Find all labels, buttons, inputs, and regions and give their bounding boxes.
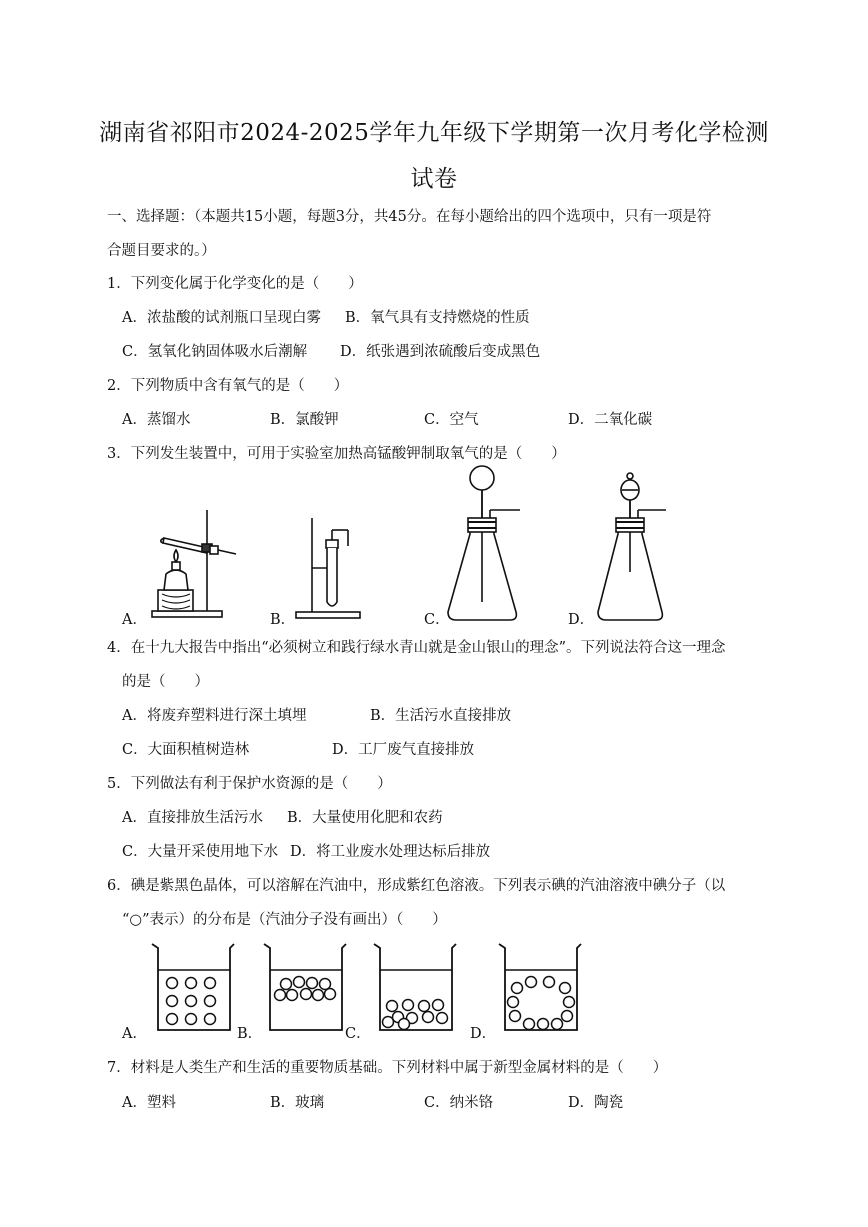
- question-3-option-d: D．: [568, 612, 595, 628]
- question-2-option-d: D．二氧化碳: [568, 412, 653, 428]
- question-6-option-b: B．: [237, 1026, 263, 1042]
- question-2-option-a: A．蒸馏水: [122, 412, 191, 428]
- question-3-option-b: B．: [270, 612, 296, 628]
- question-4-option-d: D．工厂废气直接排放: [332, 742, 475, 758]
- question-1-option-d: D．纸张遇到浓硫酸后变成黑色: [340, 344, 541, 360]
- question-7-stem: 7．材料是人类生产和生活的重要物质基础。下列材料中属于新型金属材料的是（ ）: [107, 1060, 668, 1076]
- question-1-stem: 1．下列变化属于化学变化的是（ ）: [107, 276, 363, 292]
- beaker-d-figure: [497, 940, 583, 1036]
- exam-title-line-2: 试卷: [410, 166, 458, 192]
- question-3-option-c: C．: [424, 612, 450, 628]
- beaker-b-figure: [262, 940, 348, 1036]
- question-4-option-c: C．大面积植树造林: [122, 742, 250, 758]
- question-4-stem-line-1: 4．在十九大报告中指出“必须树立和践行绿水青山就是金山银山的理念”。下列说法符合这一理念: [107, 640, 726, 656]
- question-1-option-b: B．氧气具有支持燃烧的性质: [345, 310, 530, 326]
- question-6-option-c: C．: [345, 1026, 371, 1042]
- question-6-stem-line-2: “○”表示）的分布是（汽油分子没有画出）（ ）: [122, 912, 447, 928]
- apparatus-d-figure: [594, 468, 684, 622]
- question-5-stem: 5．下列做法有利于保护水资源的是（ ）: [107, 776, 392, 792]
- question-5-option-b: B．大量使用化肥和农药: [287, 810, 443, 826]
- question-2-option-c: C．空气: [424, 412, 479, 428]
- question-2-option-b: B．氯酸钾: [270, 412, 339, 428]
- section-heading-line-2: 合题目要求的。）: [107, 243, 216, 259]
- question-4-option-a: A．将废弃塑料进行深土填埋: [122, 708, 307, 724]
- question-7-option-b: B．玻璃: [270, 1095, 325, 1111]
- question-6-option-a: A．: [122, 1026, 147, 1042]
- question-7-option-a: A．塑料: [122, 1095, 176, 1111]
- question-5-option-a: A．直接排放生活污水: [122, 810, 263, 826]
- apparatus-a-figure: [150, 508, 240, 620]
- question-6-option-d: D．: [470, 1026, 497, 1042]
- question-6-stem-line-1: 6．碘是紫黑色晶体，可以溶解在汽油中，形成紫红色溶液。下列表示碘的汽油溶液中碘分子（以: [107, 878, 726, 894]
- question-3-stem: 3．下列发生装置中，可用于实验室加热高锰酸钾制取氧气的是（ ）: [107, 446, 566, 462]
- question-5-option-c: C．大量开采使用地下水: [122, 844, 279, 860]
- beaker-c-figure: [372, 940, 458, 1036]
- question-7-option-d: D．陶瓷: [568, 1095, 624, 1111]
- exam-title-line-1: 湖南省祁阳市2024-2025学年九年级下学期第一次月考化学检测: [99, 120, 769, 146]
- question-2-stem: 2．下列物质中含有氧气的是（ ）: [107, 378, 349, 394]
- question-4-stem-line-2: 的是（ ）: [122, 674, 209, 690]
- apparatus-c-figure: [444, 462, 534, 622]
- question-3-option-a: A．: [122, 612, 147, 628]
- beaker-a-figure: [150, 940, 236, 1036]
- question-1-option-c: C．氢氧化钠固体吸水后潮解: [122, 344, 308, 360]
- section-heading-line-1: 一、选择题：（本题共15小题，每题3分，共45分。在每小题给出的四个选项中，只有一项是符: [107, 209, 712, 225]
- question-1-option-a: A．浓盐酸的试剂瓶口呈现白雾: [122, 310, 321, 326]
- apparatus-b-figure: [294, 516, 364, 620]
- question-7-option-c: C．纳米铬: [424, 1095, 494, 1111]
- question-5-option-d: D．将工业废水处理达标后排放: [290, 844, 491, 860]
- question-4-option-b: B．生活污水直接排放: [370, 708, 512, 724]
